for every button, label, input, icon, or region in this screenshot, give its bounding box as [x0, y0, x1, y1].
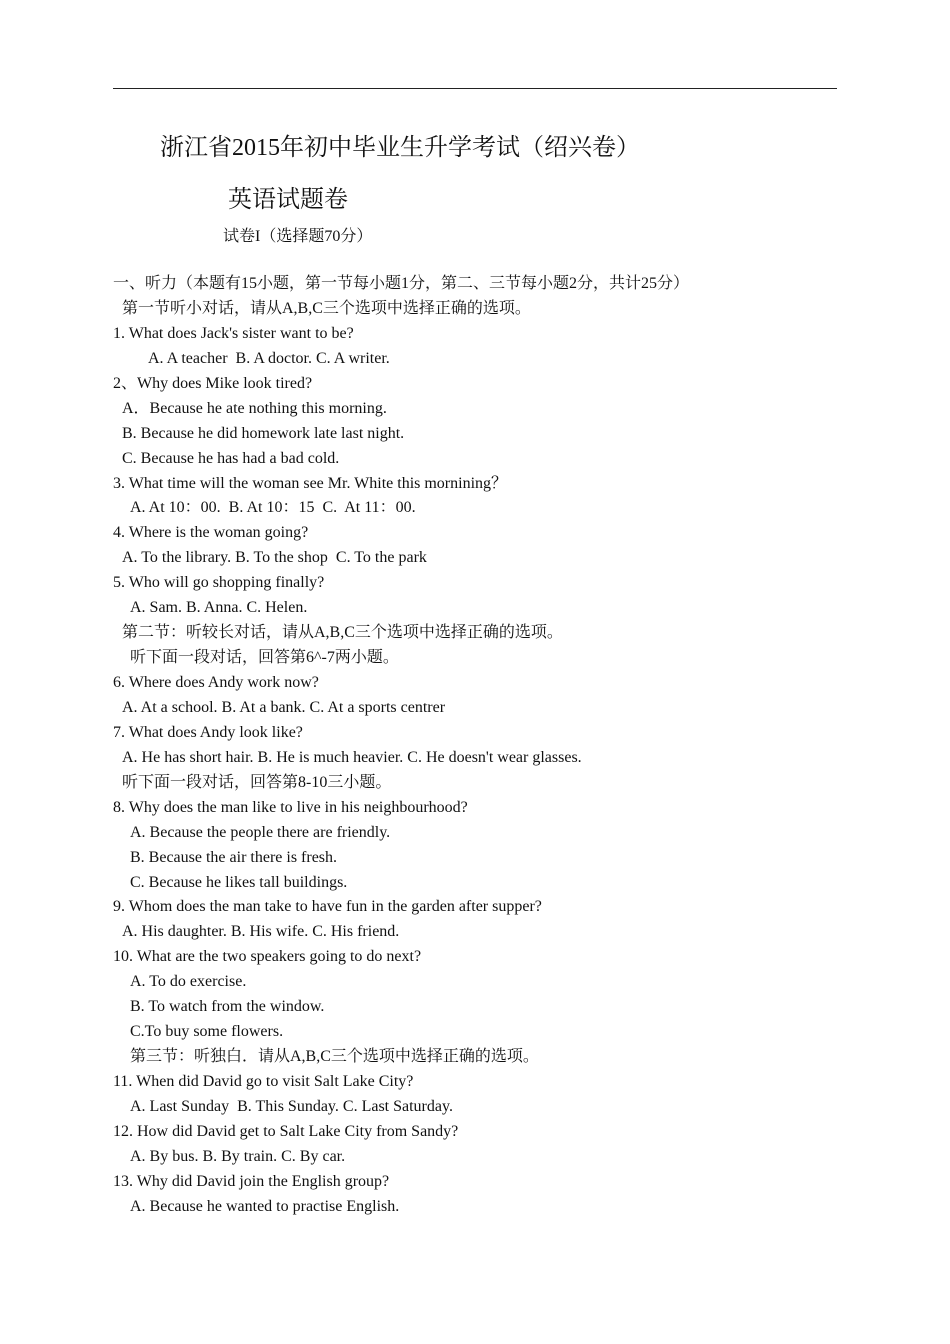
text-line-content: A. His daughter. B. His wife. C. His friend.	[122, 923, 400, 941]
text-line	[0, 1045, 950, 1070]
text-line	[0, 1020, 950, 1045]
text-line-content: A. To the library. B. To the shop C. To the park	[122, 549, 427, 567]
text-line-content: A. A teacher B. A doctor. C. A writer.	[148, 349, 390, 367]
text-line-content: 5. Who will go shopping finally?	[113, 574, 325, 592]
text-line-content: 1. What does Jack's sister want to be?	[113, 324, 354, 342]
text-line	[0, 871, 950, 896]
text-line-content: C.To buy some flowers.	[130, 1023, 284, 1041]
text-line-content: B. Because the air there is fresh.	[130, 848, 338, 866]
text-line-content: 听下面一段对话，回答第6^-7两小题。	[130, 649, 399, 667]
top-horizontal-rule	[113, 88, 837, 89]
text-line-content: 第一节听小对话，请从A,B,C三个选项中选择正确的选项。	[122, 299, 531, 317]
text-line	[0, 1095, 950, 1120]
text-line-content: 听下面一段对话，回答第8-10三小题。	[122, 773, 392, 791]
text-line	[0, 472, 950, 497]
text-line	[0, 1195, 950, 1220]
text-line	[0, 496, 950, 521]
text-line	[0, 347, 950, 372]
text-line	[0, 621, 950, 646]
text-line	[0, 1145, 950, 1170]
text-line-content: 3. What time will the woman see Mr. White this mornining？	[113, 474, 508, 492]
text-line-content: 9. Whom does the man take to have fun in the garden after supper?	[113, 898, 542, 916]
text-line-content: 一、听力（本题有15小题，第一节每小题1分，第二、三节每小题2分，共计25分）	[113, 275, 690, 292]
text-line-content: 11. When did David go to visit Salt Lake City?	[113, 1073, 414, 1090]
exam-subtitle: 英语试题卷	[228, 187, 348, 213]
text-line	[0, 846, 950, 871]
text-line-content: C. Because he has had a bad cold.	[122, 449, 340, 467]
text-line-content: 第二节：听较长对话，请从A,B,C三个选项中选择正确的选项。	[122, 624, 563, 642]
text-line	[0, 596, 950, 621]
text-line	[0, 970, 950, 995]
text-line-content: 10. What are the two speakers going to do next?	[113, 948, 422, 966]
text-line-content: A. At 10：00. B. At 10：15 C. At 11：00.	[130, 499, 416, 517]
exam-title: 浙江省2015年初中毕业生升学考试（绍兴卷）	[160, 135, 640, 161]
text-line-content: A. Because the people there are friendly.	[130, 823, 391, 841]
text-line-content: A. Last Sunday B. This Sunday. C. Last Saturday.	[130, 1097, 453, 1115]
text-line	[0, 422, 950, 447]
text-line-content: A. By bus. B. By train. C. By car.	[130, 1147, 346, 1165]
text-line-content: 7. What does Andy look like?	[113, 723, 303, 741]
text-line	[0, 1120, 950, 1145]
text-line	[0, 1070, 950, 1095]
text-line	[0, 447, 950, 472]
question-body	[0, 272, 950, 1220]
text-line-content: B. To watch from the window.	[130, 998, 325, 1016]
text-line	[0, 521, 950, 546]
text-line-content: 13. Why did David join the English group?	[113, 1172, 390, 1190]
text-line	[0, 571, 950, 596]
text-line	[0, 821, 950, 846]
text-line	[0, 746, 950, 771]
text-line	[0, 397, 950, 422]
text-line-content: 6. Where does Andy work now?	[113, 674, 319, 691]
text-line	[0, 671, 950, 696]
text-line-content: A. Because he wanted to practise English.	[130, 1197, 400, 1215]
text-line-content: C. Because he likes tall buildings.	[130, 873, 348, 891]
text-line	[0, 546, 950, 571]
text-line-content: A. Sam. B. Anna. C. Helen.	[130, 599, 308, 617]
text-line	[0, 995, 950, 1020]
text-line	[0, 895, 950, 920]
paper-section-note: 试卷I（选择题70分）	[223, 228, 373, 245]
text-line	[0, 796, 950, 821]
text-line	[0, 696, 950, 721]
text-line	[0, 272, 950, 297]
text-line	[0, 372, 950, 397]
text-line-content: 8. Why does the man like to live in his neighbourhood?	[113, 798, 468, 816]
text-line-content: A. To do exercise.	[130, 973, 247, 991]
text-line-content: A. At a school. B. At a bank. C. At a sports centrer	[122, 698, 446, 716]
text-line	[0, 646, 950, 671]
text-line-content: 2、Why does Mike look tired?	[113, 374, 313, 392]
text-line	[0, 945, 950, 970]
text-line	[0, 322, 950, 347]
text-line-content: A. He has short hair. B. He is much heavier. C. He doesn't wear glasses.	[122, 748, 582, 766]
text-line-content: 12. How did David get to Salt Lake City from Sandy?	[113, 1122, 459, 1140]
text-line-content: A．Because he ate nothing this morning.	[122, 399, 387, 417]
text-line	[0, 771, 950, 796]
text-line	[0, 920, 950, 945]
text-line	[0, 721, 950, 746]
text-line	[0, 297, 950, 322]
text-line-content: 第三节：听独白．请从A,B,C三个选项中选择正确的选项。	[130, 1048, 539, 1066]
text-line-content: B. Because he did homework late last night.	[122, 424, 405, 442]
text-line-content: 4. Where is the woman going?	[113, 524, 309, 542]
text-line	[0, 1170, 950, 1195]
